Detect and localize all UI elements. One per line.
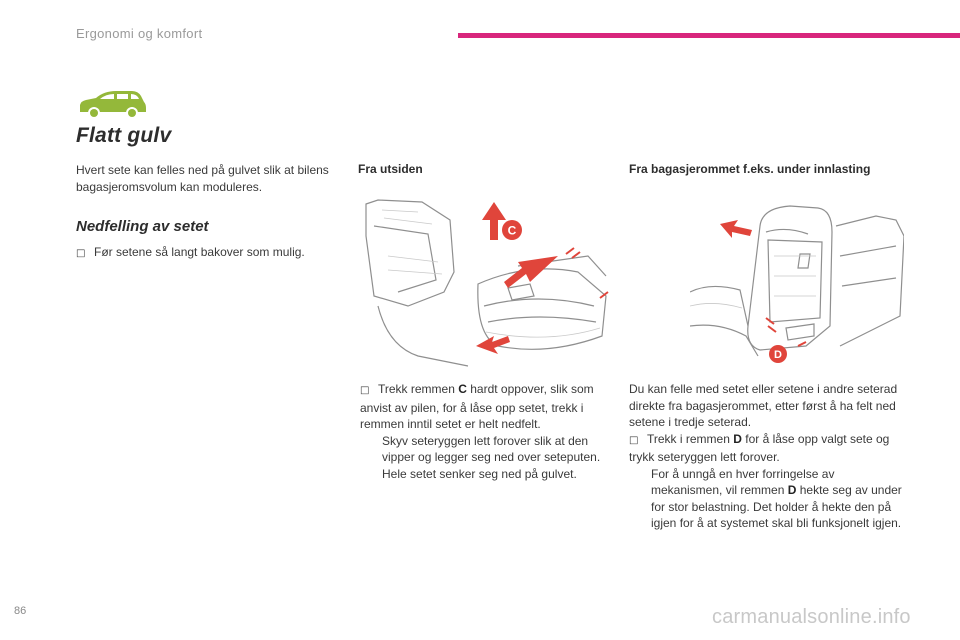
trunk-note [629,466,909,532]
trunk-step-pre: Trekk i remmen [647,431,734,446]
trunk-intro: Du kan felle med setet eller setene i andre seterad direkte fra bagasjerommet, etter først å ha felt ned setene i tredje seterad. [629,382,898,429]
step-prepare [76,244,346,263]
header-accent-bar [458,33,960,38]
trunk-step [629,431,909,466]
outside-step-text3: Hele setet senker seg ned på gulvet. [382,466,577,481]
trunk-step-post: for å låse opp valgt sete og trykk seteryggen lett forover. [629,431,890,464]
intro-paragraph: Hvert sete kan felles ned på gulvet slik at bilens bagasjeromsvolum kan moduleres. [76,163,329,194]
outside-instructions [360,381,622,482]
trunk-note-pre: For å unngå en hver forringelse av mekanismen, vil remmen [651,466,835,497]
outside-step [360,381,622,433]
outside-step-post: hardt oppover, slik som anvist av pilen, for å låse opp setet, trekk i remmen inntil setet er helt nedfelt. [360,382,594,431]
check-box-icon: □ [360,385,370,396]
car-side-icon [76,88,148,122]
check-box-icon: □ [76,248,86,259]
trunk-note-post: hekte seg av under for stor belastning. Det holder å hekte den på igjen for å at systemet skal bli funksjonelt igjen. [651,483,902,530]
outside-step-text2: Skyv seteryggen lett forover slik at den vipper og legger seg ned over seteputen. [382,433,601,464]
figure-label-c: C [507,223,517,238]
trunk-note-strap-label: D [787,483,797,497]
page-title: Flatt gulv [76,124,172,147]
heading-from-trunk: Fra bagasjerommet f.eks. under innlasting [629,162,871,176]
page-number: 86 [14,605,27,617]
trunk-instructions [629,381,909,532]
seat-fold-figure-c [358,196,614,370]
figure-label-d: D [774,349,782,361]
step-prepare-text: Før setene så langt bakover som mulig. [94,245,305,259]
outside-step-pre: Trekk remmen [378,382,459,396]
watermark-text: carmanualsonline.info [712,606,911,628]
check-box-icon: □ [629,434,639,446]
seat-fold-figure-d [690,196,904,370]
outside-step-strap-label: C [458,382,467,396]
trunk-step-strap-label: D [733,431,742,446]
heading-from-outside: Fra utsiden [358,162,423,176]
subheading: Nedfelling av setet [76,218,209,235]
header-section-title: Ergonomi og komfort [76,26,203,41]
